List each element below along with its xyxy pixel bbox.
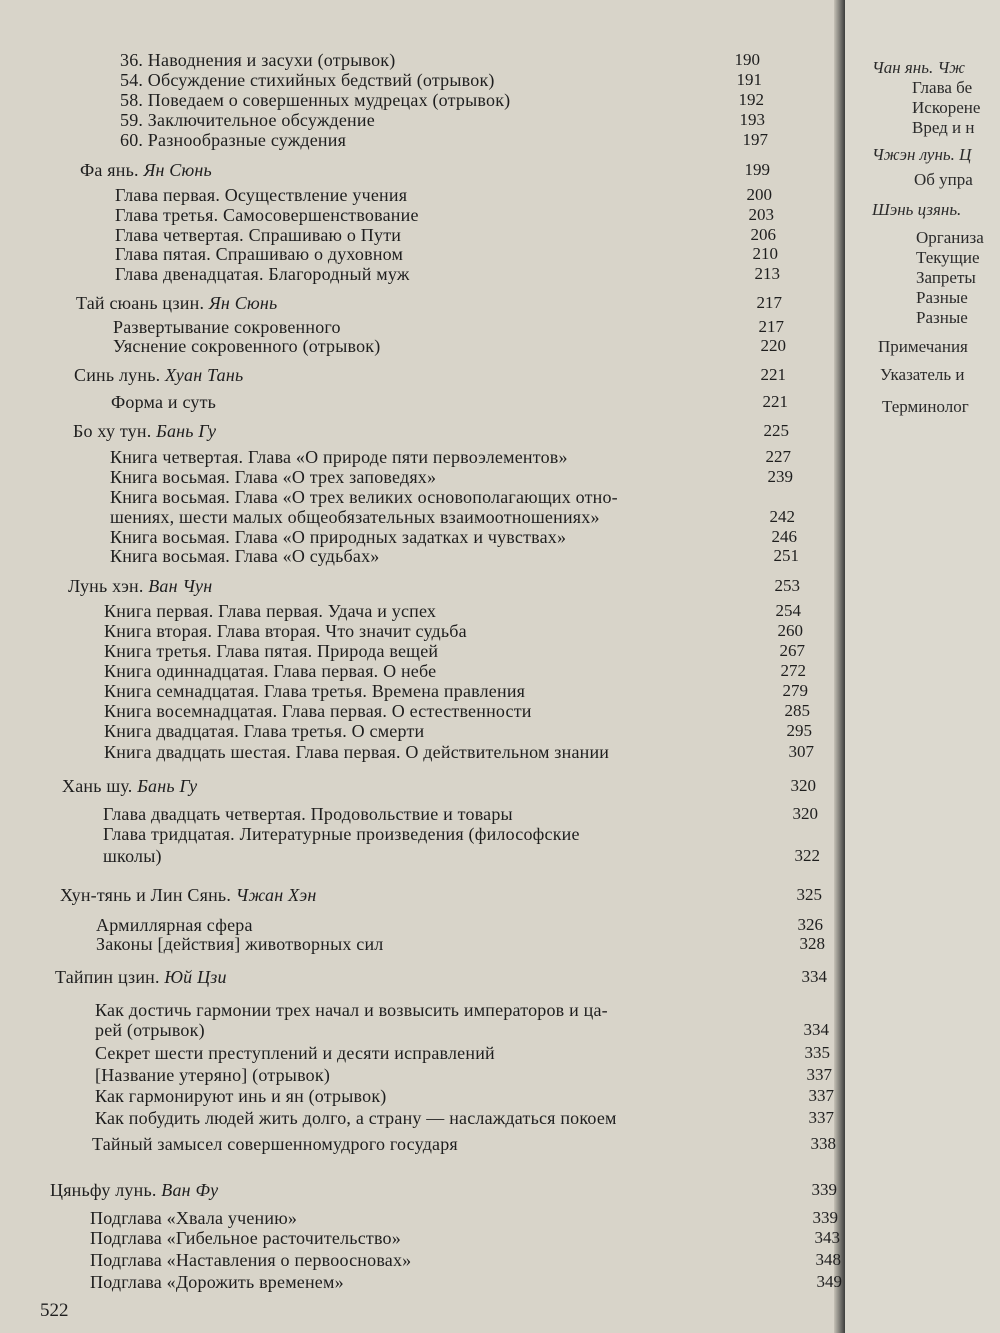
right-page-line: Разные bbox=[916, 308, 968, 327]
entry-page-number: 203 bbox=[748, 205, 774, 224]
toc-entry bbox=[110, 507, 600, 527]
toc-entry bbox=[96, 934, 383, 954]
toc-section-heading bbox=[62, 776, 197, 796]
entry-page-number: 221 bbox=[762, 392, 788, 411]
entry-title: рей (отрывок) bbox=[95, 1020, 205, 1040]
right-page-line: Глава бе bbox=[912, 78, 973, 97]
right-page-line: Искорене bbox=[912, 98, 981, 117]
entry-title: Книга вторая. Глава вторая. Что значит судьба bbox=[104, 621, 467, 641]
entry-title: Законы [действия] животворных сил bbox=[96, 934, 384, 954]
toc-entry bbox=[115, 185, 407, 205]
entry-page-number: 220 bbox=[760, 336, 786, 355]
toc-entry bbox=[95, 1086, 386, 1106]
entry-title: Книга восьмая. Глава «О судьбах» bbox=[110, 546, 380, 566]
section-author: Хуан Тань bbox=[165, 365, 244, 385]
entry-title: Глава четвертая. Спрашиваю о Пути bbox=[115, 225, 402, 245]
right-page-line: Об упра bbox=[914, 170, 973, 189]
section-title: Фа янь. bbox=[80, 160, 139, 180]
entry-page-number: 251 bbox=[773, 546, 799, 565]
entry-title: Книга семнадцатая. Глава третья. Времена правления bbox=[104, 681, 526, 701]
toc-entry bbox=[104, 621, 467, 641]
toc-entry bbox=[96, 915, 253, 935]
toc-section-heading bbox=[76, 293, 277, 313]
toc-entry bbox=[104, 701, 532, 721]
entry-page-number: 326 bbox=[797, 915, 823, 934]
section-title: Цяньфу лунь. bbox=[50, 1180, 157, 1200]
entry-page-number: 320 bbox=[790, 776, 816, 795]
entry-page-number: 334 bbox=[803, 1020, 829, 1039]
toc-entry bbox=[115, 205, 419, 225]
entry-title: Книга одиннадцатая. Глава первая. О небе bbox=[104, 661, 437, 681]
section-author: Бань Гу bbox=[156, 421, 217, 441]
entry-page-number: 242 bbox=[769, 507, 795, 526]
entry-page-number: 200 bbox=[746, 185, 772, 204]
toc-entry bbox=[110, 467, 436, 487]
entry-page-number: 349 bbox=[816, 1272, 842, 1291]
entry-title: [Название утеряно] (отрывок) bbox=[95, 1065, 331, 1085]
entry-title: Как достичь гармонии трех начал и возвысить императоров и ца- bbox=[95, 1000, 608, 1020]
entry-page-number: 217 bbox=[756, 293, 782, 312]
section-title: Хань шу. bbox=[62, 776, 133, 796]
toc-entry bbox=[95, 1000, 608, 1020]
toc-entry bbox=[104, 641, 438, 661]
entry-page-number: 267 bbox=[779, 641, 805, 660]
right-page-line: Разные bbox=[916, 288, 968, 307]
section-title: Лунь хэн. bbox=[68, 576, 144, 596]
entry-page-number: 295 bbox=[786, 721, 812, 740]
entry-page-number: 246 bbox=[771, 527, 797, 546]
toc-entry bbox=[120, 130, 346, 150]
entry-page-number: 213 bbox=[754, 264, 780, 283]
entry-title: школы) bbox=[103, 846, 162, 866]
entry-title: Глава двенадцатая. Благородный муж bbox=[115, 264, 410, 284]
right-page-line: Чан янь. Чж bbox=[872, 58, 965, 77]
entry-title: Книга двадцать шестая. Глава первая. О действительном знании bbox=[104, 742, 610, 762]
entry-title: Как гармонируют инь и ян (отрывок) bbox=[95, 1086, 387, 1106]
entry-title: Развертывание сокровенного bbox=[113, 317, 341, 337]
entry-title: Глава пятая. Спрашиваю о духовном bbox=[115, 244, 404, 264]
section-author: Юй Цзи bbox=[164, 967, 227, 987]
entry-page-number: 339 bbox=[812, 1208, 838, 1227]
right-page-line: Организа bbox=[916, 228, 984, 247]
toc-section-heading bbox=[50, 1180, 218, 1200]
entry-page-number: 227 bbox=[765, 447, 791, 466]
toc-entry bbox=[110, 487, 618, 507]
entry-page-number: 193 bbox=[739, 110, 765, 129]
toc-entry bbox=[115, 225, 401, 245]
entry-title: Глава двадцать четвертая. Продовольствие и товары bbox=[103, 804, 513, 824]
section-author: Ван Чун bbox=[148, 576, 213, 596]
toc-entry bbox=[111, 392, 216, 412]
entry-page-number: 325 bbox=[796, 885, 822, 904]
toc-entry bbox=[120, 50, 395, 70]
section-author: Ван Фу bbox=[161, 1180, 219, 1200]
section-title: Бо ху тун. bbox=[73, 421, 152, 441]
section-author: Ян Сюнь bbox=[143, 160, 212, 180]
section-title: Синь лунь. bbox=[74, 365, 161, 385]
entry-title: Форма и суть bbox=[111, 392, 217, 412]
toc-entry bbox=[110, 447, 568, 467]
right-page-line: Шэнь цзянь. bbox=[872, 200, 962, 219]
toc-section-heading bbox=[74, 365, 243, 385]
entry-page-number: 335 bbox=[804, 1043, 830, 1062]
toc-entry bbox=[95, 1065, 330, 1085]
entry-page-number: 190 bbox=[734, 50, 760, 69]
entry-page-number: 307 bbox=[788, 742, 814, 761]
entry-page-number: 337 bbox=[808, 1108, 834, 1127]
toc-entry bbox=[104, 681, 525, 701]
toc-entry bbox=[120, 90, 510, 110]
entry-title: 36. Наводнения и засухи (отрывок) bbox=[120, 50, 396, 70]
entry-title: Книга восьмая. Глава «О трех заповедях» bbox=[110, 467, 437, 487]
section-author: Бань Гу bbox=[137, 776, 198, 796]
toc-entry bbox=[90, 1208, 297, 1228]
section-title: Тай сюань цзин. bbox=[76, 293, 205, 313]
entry-page-number: 225 bbox=[763, 421, 789, 440]
right-page-line: Чжэн лунь. Ц bbox=[872, 145, 972, 164]
entry-page-number: 253 bbox=[774, 576, 800, 595]
entry-title: Секрет шести преступлений и десяти исправлений bbox=[95, 1043, 495, 1063]
entry-title: Книга двадцатая. Глава третья. О смерти bbox=[104, 721, 425, 741]
entry-title: 59. Заключительное обсуждение bbox=[120, 110, 375, 130]
section-title: Тайпин цзин. bbox=[55, 967, 160, 987]
entry-title: Подглава «Хвала учению» bbox=[90, 1208, 298, 1228]
entry-page-number: 285 bbox=[784, 701, 810, 720]
toc-entry bbox=[103, 846, 162, 866]
entry-title: 60. Разнообразные суждения bbox=[120, 130, 347, 150]
entry-title: Подглава «Наставления о первоосновах» bbox=[90, 1250, 412, 1270]
entry-page-number: 339 bbox=[811, 1180, 837, 1199]
section-title: Хун-тянь и Лин Сянь. bbox=[60, 885, 232, 905]
entry-page-number: 192 bbox=[738, 90, 764, 109]
entry-page-number: 279 bbox=[782, 681, 808, 700]
entry-title: Глава тридцатая. Литературные произведения (философские bbox=[103, 824, 580, 844]
toc-entry bbox=[115, 244, 403, 264]
toc-entry bbox=[120, 70, 495, 90]
toc-entry bbox=[104, 742, 609, 762]
entry-page-number: 328 bbox=[799, 934, 825, 953]
entry-title: Подглава «Дорожить временем» bbox=[90, 1272, 344, 1292]
toc-section-heading bbox=[80, 160, 212, 180]
entry-page-number: 320 bbox=[792, 804, 818, 823]
entry-page-number: 322 bbox=[794, 846, 820, 865]
entry-page-number: 348 bbox=[815, 1250, 841, 1269]
entry-page-number: 272 bbox=[780, 661, 806, 680]
entry-title: Книга четвертая. Глава «О природе пяти первоэлементов» bbox=[110, 447, 568, 467]
entry-page-number: 197 bbox=[742, 130, 768, 149]
entry-title: Книга восемнадцатая. Глава первая. О естественности bbox=[104, 701, 532, 721]
toc-section-heading bbox=[60, 885, 317, 905]
toc-section-heading bbox=[55, 967, 227, 987]
toc-section-heading bbox=[68, 576, 212, 596]
right-page-line: Вред и н bbox=[912, 118, 975, 137]
right-page-line: Текущие bbox=[916, 248, 980, 267]
right-page-line: Указатель и bbox=[880, 365, 965, 384]
entry-page-number: 260 bbox=[777, 621, 803, 640]
entry-page-number: 199 bbox=[744, 160, 770, 179]
entry-page-number: 337 bbox=[806, 1065, 832, 1084]
entry-page-number: 217 bbox=[758, 317, 784, 336]
entry-title: Уяснение сокровенного (отрывок) bbox=[113, 336, 381, 356]
entry-title: Книга третья. Глава пятая. Природа вещей bbox=[104, 641, 439, 661]
toc-entry bbox=[90, 1228, 401, 1248]
toc-entry bbox=[95, 1043, 495, 1063]
entry-title: Книга первая. Глава первая. Удача и успех bbox=[104, 601, 437, 621]
toc-entry bbox=[90, 1250, 411, 1270]
entry-title: Как побудить людей жить долго, а страну — наслаждаться покоем bbox=[95, 1108, 617, 1128]
toc-entry bbox=[104, 721, 424, 741]
entry-title: Подглава «Гибельное расточительство» bbox=[90, 1228, 401, 1248]
entry-page-number: 221 bbox=[760, 365, 786, 384]
entry-page-number: 239 bbox=[767, 467, 793, 486]
toc-entry bbox=[103, 824, 580, 844]
entry-title: Тайный замысел совершенномудрого государя bbox=[92, 1134, 458, 1154]
page-number: 522 bbox=[40, 1300, 69, 1321]
section-author: Ян Сюнь bbox=[208, 293, 278, 313]
right-page-line: Терминолог bbox=[882, 397, 969, 416]
toc-entry bbox=[110, 527, 566, 547]
toc-entry bbox=[95, 1020, 205, 1040]
right-page-line: Запреты bbox=[916, 268, 976, 287]
toc-entry bbox=[113, 336, 380, 356]
entry-title: шениях, шести малых общеобязательных взаимоотношениях» bbox=[110, 507, 600, 527]
entry-title: 58. Поведаем о совершенных мудрецах (отрывок) bbox=[120, 90, 511, 110]
toc-entry bbox=[103, 804, 513, 824]
entry-title: Армиллярная сфера bbox=[96, 915, 253, 935]
entry-page-number: 254 bbox=[775, 601, 801, 620]
toc-entry bbox=[120, 110, 375, 130]
toc-entry bbox=[110, 546, 380, 566]
toc-entry bbox=[113, 317, 341, 337]
toc-entry bbox=[90, 1272, 344, 1292]
entry-title: Глава третья. Самосовершенствование bbox=[115, 205, 419, 225]
toc-entry bbox=[95, 1108, 617, 1128]
toc-entry bbox=[115, 264, 410, 284]
toc-section-heading bbox=[73, 421, 216, 441]
entry-page-number: 337 bbox=[808, 1086, 834, 1105]
right-page-line: Примечания bbox=[878, 337, 968, 356]
entry-page-number: 338 bbox=[810, 1134, 836, 1153]
toc-entry bbox=[92, 1134, 458, 1154]
entry-page-number: 334 bbox=[801, 967, 827, 986]
entry-page-number: 343 bbox=[814, 1228, 840, 1247]
toc-entry bbox=[104, 661, 436, 681]
entry-page-number: 191 bbox=[736, 70, 762, 89]
entry-title: Книга восьмая. Глава «О трех великих основополагающих отно- bbox=[110, 487, 618, 507]
section-author: Чжан Хэн bbox=[235, 885, 317, 905]
entry-page-number: 206 bbox=[750, 225, 776, 244]
entry-page-number: 210 bbox=[752, 244, 778, 263]
entry-title: 54. Обсуждение стихийных бедствий (отрывок) bbox=[120, 70, 495, 90]
toc-entry bbox=[104, 601, 436, 621]
entry-title: Глава первая. Осуществление учения bbox=[115, 185, 408, 205]
entry-title: Книга восьмая. Глава «О природных задатках и чувствах» bbox=[110, 527, 567, 547]
